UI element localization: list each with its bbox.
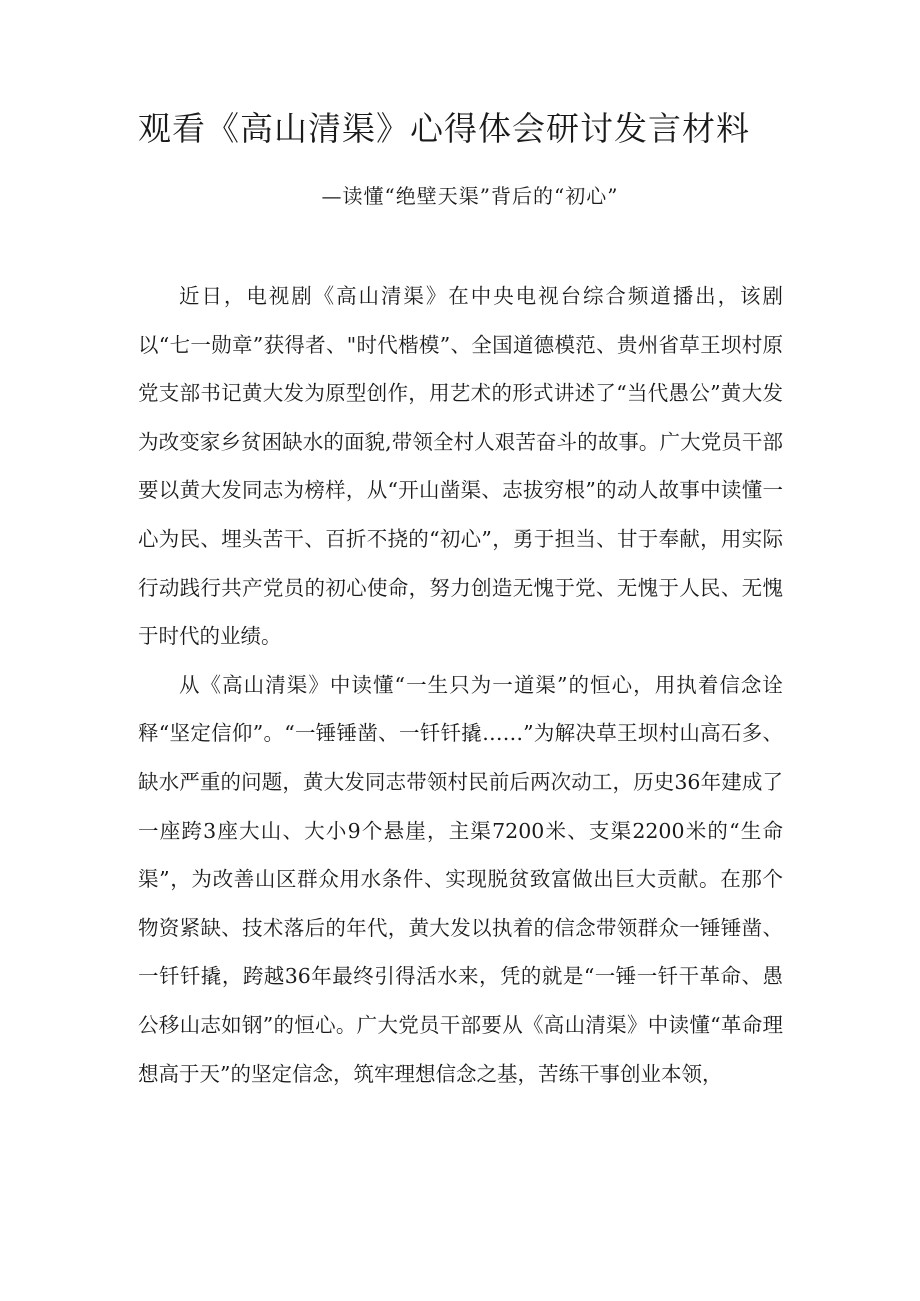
document-title: 观看《高山清渠》心得体会研讨发言材料 [138, 109, 750, 148]
document-body [138, 272, 783, 1098]
body-paragraph-1: 近日，电视剧《高山清渠》在中央电视台综合频道播出，该剧以“七一勋章”获得者、"时代楷模”、全国道德模范、贵州省草王坝村原党支部书记黄大发为原型创作，用艺术的形式讲述了“当代愚公”黄大发为改变家乡贫困缺水的面貌,带领全村人艰苦奋斗的故事。广大党员干部要以黄大发同志为榜样，从“开山凿渠、志拔穷根”的动人故事中读懂一心为民、埋头苦干、百折不挠的“初心”，勇于担当、甘于奉献，用实际行动践行共产党员的初心使命，努力创造无愧于党、无愧于人民、无愧于时代的业绩。 [138, 284, 783, 649]
body-paragraph-2: 从《高山清渠》中读懂“一生只为一道渠”的恒心，用执着信念诠释“坚定信仰”。“一锤锤凿、一钎钎撬……”为解决草王坝村山高石多、缺水严重的问题，黄大发同志带领村民前后两次动工，历史36年建成了一座跨3座大山、大小9个悬崖，主渠7200米、支渠2200米的“生命渠”，为改善山区群众用水条件、实现脱贫致富做出巨大贡献。在那个物资紧缺、技术落后的年代，黄大发以执着的信念带领群众一锤锤凿、一钎钎撬，跨越36年最终引得活水来，凭的就是“一锤一钎干革命、愚公移山志如钢”的恒心。广大党员干部要从《高山清渠》中读懂“革命理想高于天”的坚定信念，筑牢理想信念之基，苦练干事创业本领， [138, 672, 783, 1086]
document-subtitle: —读懂“绝壁天渠”背后的“初心” [321, 184, 619, 208]
